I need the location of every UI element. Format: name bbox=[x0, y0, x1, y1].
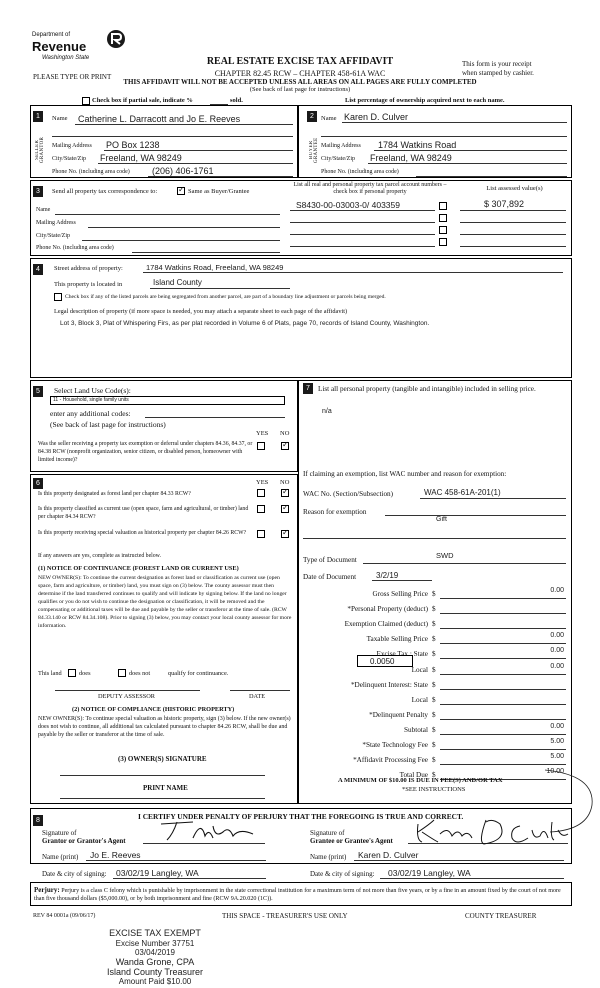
street-line bbox=[143, 272, 563, 273]
legal-value[interactable]: Lot 3, Block 3, Plat of Whispering Firs, as per plat recorded in Volume 6 of Plats, page 70, records of Island County, Washington. bbox=[60, 320, 430, 327]
s3-phone-label: Phone No. (including area code) bbox=[36, 245, 114, 251]
seller-city-line bbox=[98, 163, 293, 164]
s3-city-label: City/State/Zip bbox=[36, 233, 70, 239]
assessed-line-1 bbox=[460, 210, 566, 211]
local-rate-value: 0.0050 bbox=[370, 657, 395, 666]
stamp-line4: Wanda Grone, CPA bbox=[115, 957, 195, 967]
s6-q1: Is this property designated as forest land per chapter 84.33 RCW? bbox=[38, 491, 191, 497]
wac-label: WAC No. (Section/Subsection) bbox=[303, 490, 394, 498]
parcel-header: List all real and personal property tax parcel account numbers – check box if personal property bbox=[293, 182, 447, 195]
grantor-sig-of: Signature of bbox=[42, 829, 77, 837]
segregated-checkbox[interactable] bbox=[54, 293, 62, 301]
please-type: PLEASE TYPE OR PRINT bbox=[33, 73, 112, 81]
section-7-number: 7 bbox=[303, 383, 313, 394]
seller-name-line-2 bbox=[52, 136, 293, 137]
stamp-line1: EXCISE TAX EXEMPT bbox=[109, 928, 201, 938]
perjury-text: Perjury is a class C felony which is punishable by imprisonment in the state correctional institution for a maximum term of not more than five years, or by a fine in an amount fixed by the court of not more than five thousand dollars ($5,000.00), or by both imprisonment and fine (RCW 9A.20.020 (1C)). bbox=[34, 888, 561, 902]
local-rate-box[interactable] bbox=[357, 655, 413, 667]
grantor-name-line bbox=[86, 860, 266, 861]
assessed-line-4 bbox=[460, 246, 566, 247]
s5-yes-checkbox[interactable] bbox=[257, 442, 265, 450]
tax-row-line bbox=[440, 749, 566, 750]
personal-property-checkbox-4[interactable] bbox=[439, 238, 447, 246]
tax-row-line bbox=[440, 643, 566, 644]
treasurer-space: THIS SPACE - TREASURER'S USE ONLY bbox=[222, 912, 348, 920]
grantor-name-value[interactable]: Jo E. Reeves bbox=[90, 850, 141, 860]
grantor-date-value[interactable]: 03/02/19 Langley, WA bbox=[116, 868, 199, 878]
form-title: REAL ESTATE EXCISE TAX AFFIDAVIT bbox=[206, 56, 394, 67]
tax-row-dollar: $ bbox=[432, 605, 436, 614]
land-use-label: Select Land Use Code(s): bbox=[54, 386, 131, 395]
doc-date-line bbox=[372, 580, 432, 581]
buyer-side-label: BUYER GRANTEE bbox=[309, 137, 319, 163]
s6-q1-no-checkbox[interactable] bbox=[281, 489, 289, 497]
parcel-line-4 bbox=[290, 246, 435, 247]
owner-sig-line bbox=[60, 775, 265, 776]
tax-row-value[interactable]: 0.00 bbox=[550, 587, 564, 594]
notice2-text: NEW OWNER(S): To continue special valuation as historic property, sign (3) below. If the new owner(s) does not wish to continue, all additional tax calculated pursuant to chapter 84.26 RCW, shall be due and payable by the seller or transferor at the time of sale. bbox=[38, 716, 291, 738]
segregated-label: Check box if any of the listed parcels are being segregated from another parcel, are part of a boundary line adjustment or parcels being merged. bbox=[65, 294, 386, 300]
logo-line3: Washington State bbox=[42, 55, 90, 61]
buyer-phone-label: Phone No. (including area code) bbox=[321, 169, 399, 175]
perjury-text-block bbox=[34, 886, 569, 903]
stamp-line6: Amount Paid $10.00 bbox=[118, 977, 192, 986]
buyer-name-line-2 bbox=[321, 136, 567, 137]
certify-statement: I CERTIFY UNDER PENALTY OF PERJURY THAT THE FOREGOING IS TRUE AND CORRECT. bbox=[138, 812, 464, 821]
assessed-line-3 bbox=[460, 234, 566, 235]
tax-row-line bbox=[440, 598, 566, 599]
s3-name-label: Name bbox=[36, 207, 51, 213]
grantee-signature-scribble bbox=[412, 816, 582, 846]
county-value[interactable]: Island County bbox=[153, 278, 202, 287]
tax-row-line bbox=[440, 658, 566, 659]
tax-row-dollar: $ bbox=[432, 771, 436, 780]
does-checkbox[interactable] bbox=[68, 669, 76, 677]
section-1-number: 1 bbox=[33, 111, 43, 122]
deputy-line bbox=[55, 690, 200, 691]
tax-row-label: *Delinquent Penalty bbox=[369, 710, 428, 719]
reason-line-2 bbox=[303, 538, 566, 539]
doc-date-label: Date of Document bbox=[303, 573, 357, 581]
grantee-sig-of: Signature of bbox=[310, 829, 345, 837]
treasurer-stamp bbox=[90, 928, 220, 986]
tax-row-dollar: $ bbox=[432, 650, 436, 659]
seller-phone-label: Phone No. (including area code) bbox=[52, 169, 130, 175]
send-correspondence-label: Send all property tax correspondence to: bbox=[52, 188, 158, 195]
located-label: This property is located in bbox=[54, 281, 123, 288]
tax-row-dollar: $ bbox=[432, 590, 436, 598]
tax-row-line bbox=[440, 719, 566, 720]
partial-sale-label: Check box if partial sale, indicate % bbox=[92, 97, 193, 104]
tax-row-line bbox=[440, 734, 566, 735]
buyer-phone-line bbox=[416, 176, 567, 177]
section-3-number: 3 bbox=[33, 186, 43, 197]
logo-emblem-icon bbox=[106, 28, 126, 50]
does-not-label: does not bbox=[129, 670, 151, 677]
tax-row-line bbox=[440, 689, 566, 690]
logo-line2: Revenue bbox=[32, 39, 87, 54]
same-as-buyer-checkbox[interactable] bbox=[177, 187, 185, 195]
tax-row-label: Taxable Selling Price bbox=[366, 635, 428, 644]
seller-name-label: Name bbox=[52, 115, 68, 122]
notice2-title: (2) NOTICE OF COMPLIANCE (HISTORIC PROPERTY) bbox=[72, 706, 235, 713]
grantor-signature[interactable] bbox=[143, 822, 265, 844]
doc-type-label: Type of Document bbox=[303, 556, 357, 564]
reason-label: Reason for exemption bbox=[303, 508, 367, 516]
seller-name-line bbox=[75, 124, 293, 125]
tax-row-dollar: $ bbox=[432, 620, 436, 629]
seller-side-label: SELLER GRANTOR bbox=[35, 136, 45, 164]
s5-no-checkbox[interactable] bbox=[281, 442, 289, 450]
tax-row-label: Subtotal bbox=[404, 725, 428, 734]
perjury-label: Perjury: bbox=[34, 886, 60, 894]
form-warning: THIS AFFIDAVIT WILL NOT BE ACCEPTED UNLESS ALL AREAS ON ALL PAGES ARE FULLY COMPLETED bbox=[123, 78, 477, 86]
grantor-agent-label: Grantor or Grantor's Agent bbox=[42, 837, 126, 845]
tax-row-value[interactable]: 0.00 bbox=[550, 722, 564, 730]
county-treasurer: COUNTY TREASURER bbox=[465, 912, 537, 920]
section-6-number: 6 bbox=[33, 478, 43, 489]
tax-row-value[interactable]: 0.00 bbox=[550, 662, 564, 670]
wac-value[interactable]: WAC 458-61A-201(1) bbox=[424, 488, 501, 497]
section-4-box bbox=[30, 258, 572, 378]
tax-row-value[interactable]: 0.00 bbox=[550, 632, 564, 640]
seller-name-value[interactable]: Catherine L. Darracott and Jo E. Reeves bbox=[78, 114, 241, 124]
s6-q3: Is this property receiving special valuation as historical property per chapter 84.26 RCW? bbox=[38, 530, 247, 536]
seller-mailing-line bbox=[104, 150, 293, 151]
this-land-label: This land bbox=[38, 670, 62, 677]
form-subtitle: CHAPTER 82.45 RCW – CHAPTER 458-61A WAC bbox=[214, 69, 386, 78]
grantor-date-line bbox=[113, 878, 266, 879]
section-5-number: 5 bbox=[33, 386, 43, 397]
receipt-note-2: when stamped by cashier. bbox=[462, 69, 534, 77]
logo bbox=[32, 28, 102, 68]
s6-q2-yes-checkbox[interactable] bbox=[257, 505, 265, 513]
grantee-agent-label: Grantee or Grantee's Agent bbox=[310, 837, 393, 845]
notice1-text: NEW OWNER(S): To continue the current designation as forest land or classification as current use (open space, farm and agriculture, or timber) land, you must sign on (3) below. The county assessor must then determine if the land transferred continues to qualify and will indicate by signing below. If the land no longer qualifies or you do not wish to continue the designation or classification, it will be removed and the compensating or additional taxes will be due and payable by the seller or transferor at the time of sale. (RCW 84.33.140 or RCW 84.34.108). Prior to signing (3) below, you may contact your local county assessor for more information. bbox=[38, 575, 292, 629]
s3-mailing-label: Mailing Address bbox=[36, 220, 76, 226]
parcel-line-2 bbox=[290, 222, 435, 223]
tax-row-value[interactable]: 5.00 bbox=[550, 738, 564, 745]
notice1-title: (1) NOTICE OF CONTINUANCE (FOREST LAND OR CURRENT USE) bbox=[38, 565, 239, 572]
reason-value[interactable]: Gift bbox=[436, 516, 447, 523]
additional-codes-label: enter any additional codes: bbox=[50, 409, 131, 418]
tax-row-dollar: $ bbox=[432, 665, 436, 674]
buyer-name-value[interactable]: Karen D. Culver bbox=[344, 112, 409, 122]
buyer-mailing-value[interactable]: 1784 Watkins Road bbox=[378, 140, 457, 150]
tax-row-line bbox=[440, 613, 566, 614]
buyer-name-line bbox=[342, 122, 567, 123]
tax-row-label: *Delinquent Interest: State bbox=[350, 680, 428, 689]
parcel-line-1 bbox=[290, 210, 435, 211]
seller-mailing-value[interactable]: PO Box 1238 bbox=[106, 140, 160, 150]
land-use-code: 11 - Household, single family units bbox=[53, 397, 129, 403]
print-name-label: PRINT NAME bbox=[143, 784, 188, 792]
tax-row-label: Local bbox=[411, 665, 428, 674]
section-4-number: 4 bbox=[33, 264, 43, 275]
parcel-line-3 bbox=[290, 234, 435, 235]
stamp-line3: 03/04/2019 bbox=[134, 948, 176, 957]
personal-property-checkbox-3[interactable] bbox=[439, 226, 447, 234]
grantee-signature[interactable] bbox=[408, 822, 568, 844]
tax-row-label: Total Due bbox=[399, 771, 428, 780]
doc-type-value[interactable]: SWD bbox=[436, 551, 454, 560]
tax-row-label: Gross Selling Price bbox=[372, 590, 428, 598]
grantee-name-label: Name (print) bbox=[310, 853, 347, 861]
tax-row-label: *State Technology Fee bbox=[362, 741, 428, 749]
personal-property-label: List all personal property (tangible and intangible) included in selling price. bbox=[318, 385, 536, 393]
s6-q2-no-checkbox[interactable] bbox=[281, 505, 289, 513]
s6-no-header: NO bbox=[280, 479, 290, 486]
see-back-note: (See back of last page for instructions) bbox=[249, 86, 351, 93]
additional-codes-line bbox=[145, 417, 285, 418]
assessed-header: List assessed value(s) bbox=[486, 185, 543, 192]
tax-row-line bbox=[440, 628, 566, 629]
s6-q3-yes-checkbox[interactable] bbox=[257, 530, 265, 538]
s6-yes-header: YES bbox=[256, 479, 269, 486]
owner-sig-title: (3) OWNER(S) SIGNATURE bbox=[118, 755, 207, 763]
tax-row-value[interactable]: 5.00 bbox=[550, 753, 564, 761]
seller-mailing-label: Mailing Address bbox=[52, 143, 92, 149]
exemption-label: If claiming an exemption, list WAC number and reason for exemption: bbox=[303, 470, 507, 478]
sold-label: sold. bbox=[230, 97, 243, 104]
tax-row-value[interactable]: 10.00 bbox=[546, 768, 564, 776]
s5-see-back: (See back of last page for instructions) bbox=[50, 420, 166, 429]
grantee-name-value[interactable]: Karen D. Culver bbox=[358, 850, 419, 860]
stamp-line2: Excise Number 37751 bbox=[115, 939, 195, 948]
assessed-line-2 bbox=[460, 222, 566, 223]
tax-row-line bbox=[440, 674, 566, 675]
personal-property-value[interactable]: n/a bbox=[322, 408, 332, 415]
tax-row-dollar: $ bbox=[432, 695, 436, 704]
tax-row-dollar: $ bbox=[432, 680, 436, 689]
s6-q1-yes-checkbox[interactable] bbox=[257, 489, 265, 497]
does-not-checkbox[interactable] bbox=[118, 669, 126, 677]
receipt-note-1: This form is your receipt bbox=[462, 60, 532, 68]
section-8-number: 8 bbox=[33, 815, 43, 826]
print-name-line bbox=[60, 798, 265, 799]
legal-label: Legal description of property (if more space is needed, you may attach a separate sheet to each page of the affidavit) bbox=[54, 308, 348, 315]
wac-line bbox=[420, 498, 566, 499]
ownership-note: List percentage of ownership acquired next to each name. bbox=[345, 97, 505, 104]
grantor-name-label: Name (print) bbox=[42, 853, 79, 861]
s3-mailing-line bbox=[88, 227, 280, 228]
see-instructions: *SEE INSTRUCTIONS bbox=[402, 786, 466, 793]
land-use-select[interactable] bbox=[50, 396, 285, 405]
tax-row-dollar: $ bbox=[432, 741, 436, 749]
buyer-city-label: City/State/Zip bbox=[321, 156, 355, 162]
tax-row-value[interactable]: 0.00 bbox=[550, 647, 564, 655]
buyer-city-line bbox=[368, 163, 567, 164]
tax-row-dollar: $ bbox=[432, 635, 436, 644]
qualify-label: qualify for continuance. bbox=[168, 670, 229, 677]
street-label: Street address of property: bbox=[54, 265, 123, 272]
tax-row-label: Local bbox=[411, 695, 428, 704]
grantor-date-label: Date & city of signing: bbox=[42, 870, 107, 878]
s6-q3-no-checkbox[interactable] bbox=[281, 530, 289, 538]
seller-phone-line bbox=[148, 176, 293, 177]
s3-city-line bbox=[82, 240, 280, 241]
tax-row-dollar: $ bbox=[432, 725, 436, 734]
does-label: does bbox=[79, 670, 91, 677]
grantee-date-line bbox=[380, 878, 564, 879]
stamp-line5: Island County Treasurer bbox=[106, 967, 204, 977]
deputy-label: DEPUTY ASSESSOR bbox=[98, 693, 155, 700]
s5-no-header: NO bbox=[280, 430, 290, 437]
grantee-date-value[interactable]: 03/02/19 Langley, WA bbox=[388, 868, 471, 878]
doc-type-line bbox=[363, 563, 566, 564]
s3-phone-line bbox=[132, 252, 280, 253]
s3-name-line bbox=[55, 214, 280, 215]
personal-property-checkbox-2[interactable] bbox=[439, 214, 447, 222]
tax-row-dollar: $ bbox=[432, 710, 436, 719]
buyer-name-label: Name bbox=[321, 115, 337, 122]
seller-phone-value[interactable]: (206) 406-1761 bbox=[152, 166, 214, 176]
same-as-buyer-label: Same as Buyer/Grantee bbox=[188, 188, 250, 195]
seller-city-label: City/State/Zip bbox=[52, 156, 86, 162]
exemption-question: Was the seller receiving a property tax exemption or deferral under chapters 84.36, 84.37, or 84.38 RCW (nonprofit organization, senior citizen, or disabled person, homeowner with limited income)? bbox=[38, 441, 253, 463]
minimum-note: A MINIMUM OF $10.00 IS DUE IN FEE(S) AND/OR TAX bbox=[338, 777, 503, 784]
buyer-mailing-label: Mailing Address bbox=[321, 143, 361, 149]
partial-sale-checkbox[interactable] bbox=[82, 97, 90, 105]
seller-city-value[interactable]: Freeland, WA 98249 bbox=[100, 153, 182, 163]
buyer-mailing-line bbox=[374, 150, 567, 151]
doc-date-value[interactable]: 3/2/19 bbox=[376, 571, 399, 580]
reason-line bbox=[385, 515, 566, 516]
personal-property-checkbox-1[interactable] bbox=[439, 202, 447, 210]
s6-if-yes: If any answers are yes, complete as instructed below. bbox=[38, 553, 161, 559]
s6-q2: Is this property classified as current use (open space, farm and agricultural, or timber) land per chapter 84.34 RCW? bbox=[38, 506, 249, 520]
tax-row-label: Excise Tax : State bbox=[376, 650, 428, 659]
section-2-number: 2 bbox=[307, 111, 317, 122]
s5-yes-header: YES bbox=[256, 430, 269, 437]
county-line bbox=[150, 288, 290, 289]
assessed-value[interactable]: $ 307,892 bbox=[484, 199, 525, 209]
logo-line1: Department of bbox=[32, 32, 71, 38]
grantor-signature-scribble bbox=[153, 818, 263, 844]
buyer-city-value[interactable]: Freeland, WA 98249 bbox=[370, 153, 452, 163]
tax-row-label: *Personal Property (deduct) bbox=[347, 605, 428, 614]
deputy-date-label: DATE bbox=[249, 693, 266, 700]
grantee-name-line bbox=[354, 860, 564, 861]
deputy-date-line bbox=[230, 690, 290, 691]
grantee-date-label: Date & city of signing: bbox=[310, 870, 375, 878]
tax-row-line bbox=[440, 704, 566, 705]
parcel-value[interactable]: S8430-00-03003-0/ 403359 bbox=[296, 200, 400, 210]
street-value[interactable]: 1784 Watkins Road, Freeland, WA 98249 bbox=[146, 263, 284, 272]
tax-row-label: Exemption Claimed (deduct) bbox=[344, 620, 428, 629]
tax-row-dollar: $ bbox=[432, 756, 436, 765]
tax-row-label: *Affidavit Processing Fee bbox=[353, 756, 428, 765]
rev-number: REV 84 0001a (09/06/17) bbox=[33, 913, 96, 919]
